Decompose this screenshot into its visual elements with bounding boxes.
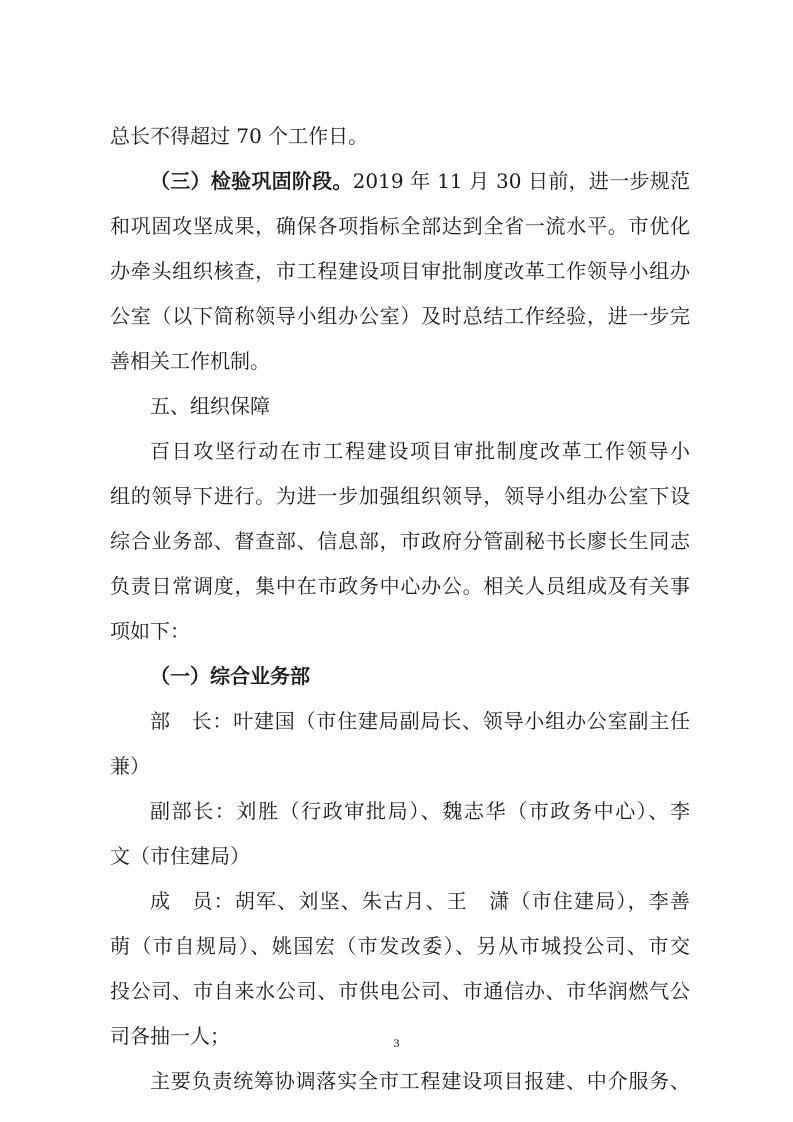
- paragraph-line: 司各抽一人；: [110, 1024, 230, 1048]
- paragraph-line: 和巩固攻坚成果，确保各项指标全部达到全省一流水平。市优化: [110, 214, 690, 238]
- stage3-line: [110, 165, 690, 197]
- paragraph-line: 负责日常调度，集中在市政务中心办公。相关人员组成及有关事: [110, 574, 690, 598]
- paragraph-line: 善相关工作机制。: [110, 349, 270, 373]
- paragraph-line: 组的领导下进行。为进一步加强组织领导，领导小组办公室下设: [110, 484, 690, 508]
- stage3-heading: （三）检验巩固阶段。: [150, 169, 353, 193]
- paragraph-line: 百日攻坚行动在市工程建设项目审批制度改革工作领导小: [150, 439, 690, 463]
- paragraph-line: 项如下：: [110, 619, 190, 643]
- page-number: 3: [393, 1036, 400, 1050]
- paragraph-line: 部 长：叶建国（市住建局副局长、领导小组办公室副主任: [150, 709, 690, 733]
- paragraph-line: 总长不得超过 70 个工作日。: [110, 124, 369, 148]
- paragraph-line: 办牵头组织核查，市工程建设项目审批制度改革工作领导小组办: [110, 259, 690, 283]
- paragraph-line: 文（市住建局）: [110, 844, 250, 868]
- paragraph-line: 副部长：刘胜（行政审批局）、魏志华（市政务中心）、李: [150, 799, 690, 823]
- paragraph-line: 投公司、市自来水公司、市供电公司、市通信办、市华润燃气公: [110, 979, 690, 1003]
- paragraph-line: 成 员：胡军、刘坚、朱古月、王 潇（市住建局），李善: [150, 889, 690, 913]
- section-heading: 五、组织保障: [150, 394, 270, 418]
- paragraph-line: 兼）: [110, 754, 150, 778]
- paragraph-line: 萌（市自规局）、姚国宏（市发改委）、另从市城投公司、市交: [110, 934, 690, 958]
- paragraph-line: 主要负责统筹协调落实全市工程建设项目报建、中介服务、: [150, 1069, 690, 1093]
- paragraph-line: 综合业务部、督查部、信息部，市政府分管副秘书长廖长生同志: [110, 529, 690, 553]
- stage3-text: 2019 年 11 月 30 日前，进一步规范: [352, 169, 690, 193]
- subsection-heading: （一）综合业务部: [150, 664, 310, 688]
- paragraph-line: 公室（以下简称领导小组办公室）及时总结工作经验，进一步完: [110, 304, 690, 328]
